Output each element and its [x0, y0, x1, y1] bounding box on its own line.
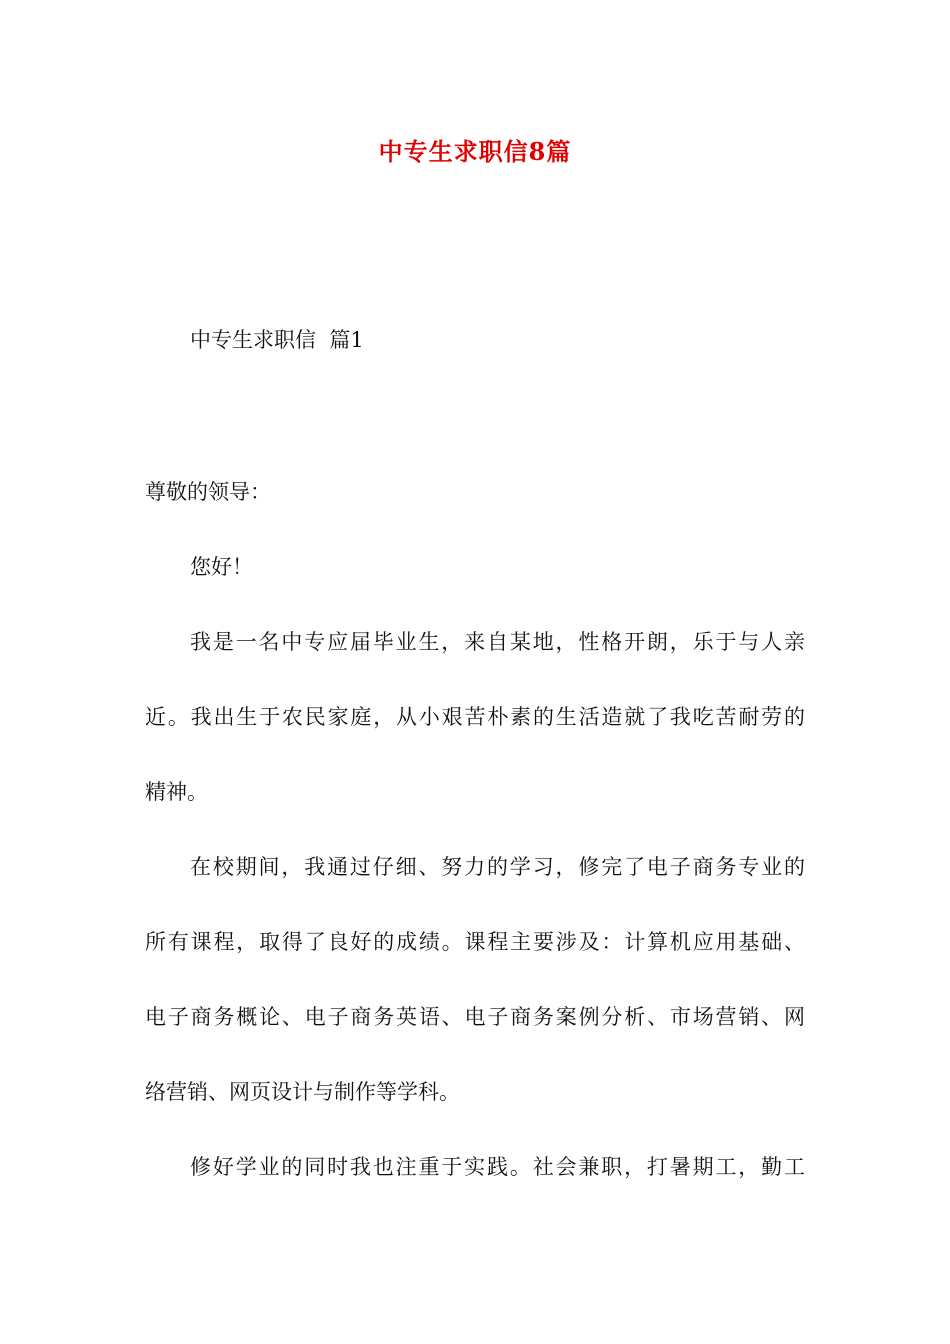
paragraph-line: 精神。 [145, 780, 208, 804]
salutation: 尊敬的领导： [145, 480, 271, 504]
paragraph-line: 我是一名中专应届毕业生，来自某地，性格开朗，乐于与人亲 [190, 630, 805, 654]
paragraph-line: 电子商务概论、电子商务英语、电子商务案例分析、市场营销、网 [145, 1005, 805, 1029]
document-title: 中专生求职信8篇 [378, 137, 572, 166]
greeting: 您好！ [190, 555, 253, 579]
paragraph-line: 络营销、网页设计与制作等学科。 [145, 1080, 460, 1104]
paragraph-line: 在校期间，我通过仔细、努力的学习，修完了电子商务专业的 [190, 855, 805, 879]
section-heading: 中专生求职信 篇1 [190, 328, 364, 352]
paragraph-line: 修好学业的同时我也注重于实践。社会兼职，打暑期工，勤工 [190, 1155, 805, 1179]
paragraph-line: 近。我出生于农民家庭，从小艰苦朴素的生活造就了我吃苦耐劳的 [145, 705, 805, 729]
paragraph-line: 所有课程，取得了良好的成绩。课程主要涉及：计算机应用基础、 [145, 930, 805, 954]
